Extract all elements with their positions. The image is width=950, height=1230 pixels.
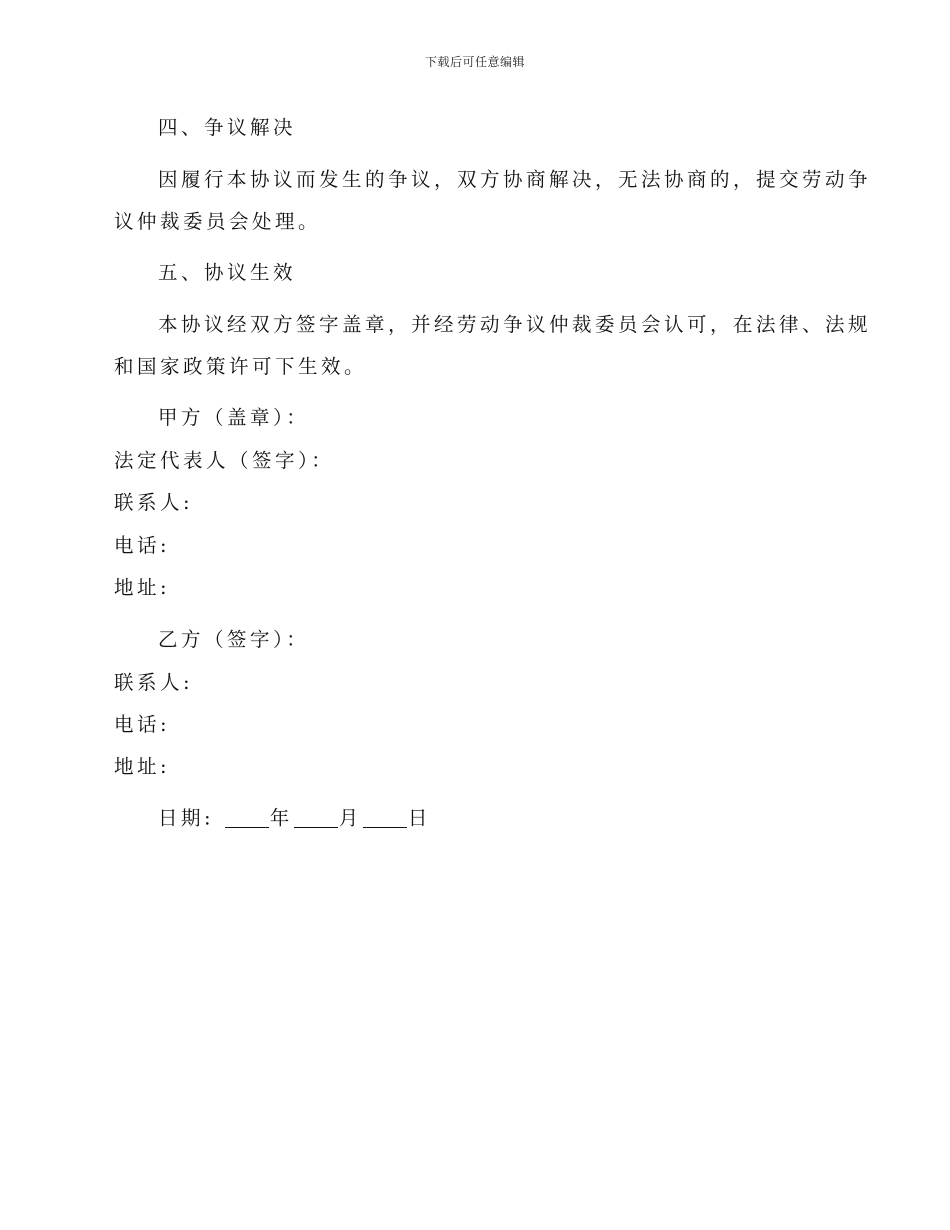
- month-blank[interactable]: [294, 808, 338, 828]
- party-b-title: 乙方（签字）：: [158, 628, 310, 651]
- party-a-legal-rep: 法定代表人（签字）：: [114, 449, 335, 472]
- section-heading-effect: 五、协议生效: [158, 261, 297, 284]
- party-a-contact: 联系人:: [114, 491, 194, 514]
- section-heading-dispute: 四、争议解决: [158, 116, 297, 139]
- effect-paragraph-line-1: 本协议经双方签字盖章，并经劳动争议仲裁委员会认可，在法律、法规: [158, 313, 872, 336]
- date-month: 月: [338, 806, 362, 830]
- day-blank[interactable]: [363, 808, 407, 828]
- page-header: 下载后可任意编辑: [424, 55, 525, 69]
- effect-paragraph-line-2: 和国家政策许可下生效。: [114, 355, 368, 378]
- party-a-address: 地址:: [114, 576, 171, 599]
- date-year: 年: [269, 806, 293, 830]
- date-label: 日期:: [158, 806, 215, 830]
- party-b-address: 地址:: [114, 755, 171, 778]
- party-b-contact: 联系人:: [114, 671, 194, 694]
- year-blank[interactable]: [225, 808, 269, 828]
- party-a-title: 甲方（盖章）：: [158, 406, 310, 429]
- date-day: 日: [407, 806, 431, 830]
- dispute-paragraph-line-2: 议仲裁委员会处理。: [114, 210, 322, 233]
- party-b-phone: 电话:: [114, 713, 171, 736]
- party-a-phone: 电话:: [114, 534, 171, 557]
- date-line: [158, 808, 431, 828]
- dispute-paragraph-line-1: 因履行本协议而发生的争议，双方协商解决，无法协商的，提交劳动争: [158, 168, 872, 191]
